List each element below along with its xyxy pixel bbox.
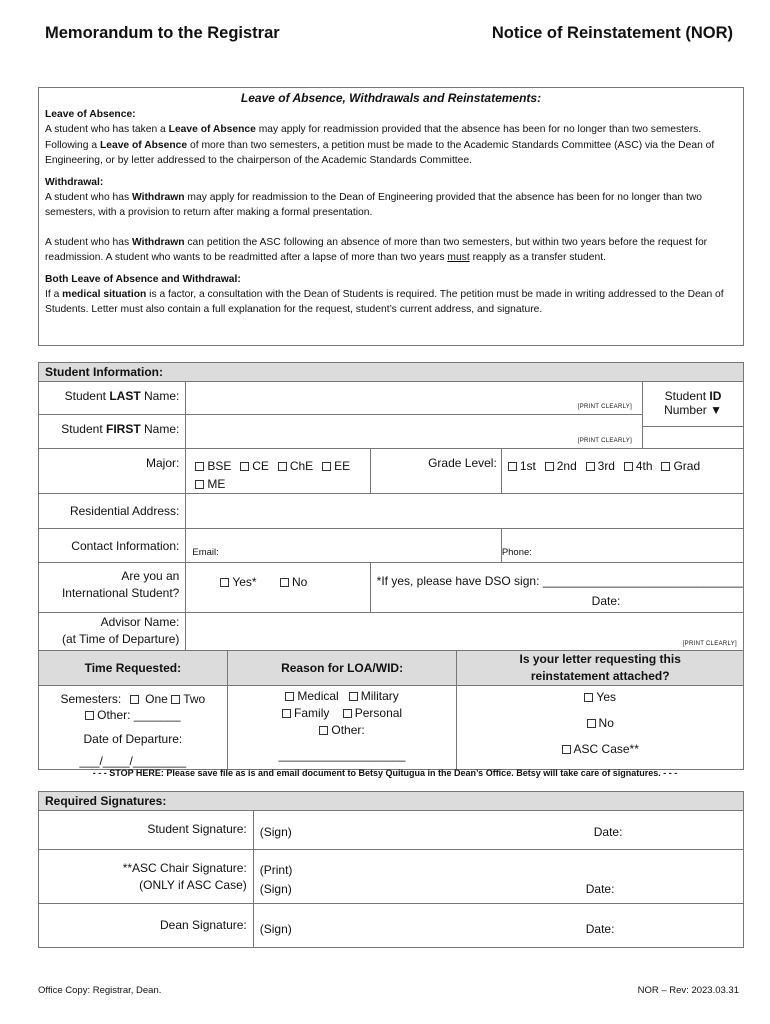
checkbox-icon[interactable] <box>280 578 289 587</box>
withdrawal-paragraph-2: A student who has Withdrawn can petition the ASC following an absence of more than two semesters, but within two years before the request for readmission. A student who wants to be readmitted after a lapse of more than two years must reapply as a transfer student. <box>45 236 708 264</box>
residential-address-field[interactable] <box>186 494 744 529</box>
reason-cell <box>227 686 457 770</box>
footer-office-copy: Office Copy: Registrar, Dean. <box>38 985 162 996</box>
checkbox-icon[interactable] <box>240 462 249 471</box>
email-label: Email: <box>192 547 219 558</box>
checkbox-icon[interactable] <box>285 692 294 701</box>
dean-signature-label: Dean Signature: <box>39 904 254 948</box>
time-requested-cell <box>39 686 228 770</box>
loa-paragraph: A student who has taken a Leave of Absence may apply for readmission provided that the absence has been for no longer than two semesters. Following a Leave of Absence of more than two semesters, a petition must be made to the Academic Standards Committee (ASC) via the Dean of Engineering, or by letter addressed to the chairperson of the Academic Standards Committee. <box>45 124 715 167</box>
checkbox-icon[interactable] <box>343 709 352 718</box>
international-options <box>186 563 370 613</box>
semesters-row: Semesters: One Two <box>60 692 206 706</box>
checkbox-icon[interactable] <box>195 480 204 489</box>
reason-header: Reason for LOA/WID: <box>227 651 457 686</box>
grade-level-label: Grade Level: <box>370 449 501 494</box>
phone-field[interactable] <box>501 529 743 563</box>
print-label: (Print) <box>259 863 293 877</box>
date-label: Date: <box>585 922 615 936</box>
last-name-field[interactable] <box>186 382 643 415</box>
sem-two-option[interactable]: Two <box>171 692 205 706</box>
major-option[interactable]: EE <box>322 459 350 473</box>
intl-yes-option[interactable]: Yes* <box>220 575 256 589</box>
checkbox-icon[interactable] <box>220 578 229 587</box>
sem-one-option[interactable]: One <box>128 692 168 706</box>
withdrawal-heading: Withdrawal: <box>45 176 104 188</box>
departure-date-field[interactable]: ___/____/________ <box>79 754 187 768</box>
checkbox-icon[interactable] <box>586 462 595 471</box>
letter-attached-cell <box>457 686 744 770</box>
dean-signature-field[interactable] <box>253 904 743 948</box>
reason-option[interactable]: Family <box>282 706 329 720</box>
form-title: Notice of Reinstatement (NOR) <box>491 24 733 42</box>
print-clearly-note: [PRINT CLEARLY] <box>577 438 633 444</box>
major-option[interactable]: CE <box>240 459 269 473</box>
sign-label: (Sign) <box>259 922 292 936</box>
both-paragraph: If a medical situation is a factor, a consultation with the Dean of Students is required. The petition must be made in writing addressed to the Dean of Students. Letter must also contain a full explanation for the request, student’s current address, and signature. <box>45 289 724 316</box>
advisor-label: Advisor Name: (at Time of Departure) <box>39 613 186 651</box>
first-name-label: Student FIRST Name: <box>39 415 186 449</box>
major-option[interactable]: BSE <box>195 459 231 473</box>
contact-info-label: Contact Information: <box>39 529 186 563</box>
checkbox-icon[interactable] <box>624 462 633 471</box>
major-option[interactable]: ChE <box>278 459 313 473</box>
reason-option[interactable]: Personal <box>343 706 402 720</box>
student-signature-label: Student Signature: <box>39 811 254 850</box>
withdrawal-paragraph-1: A student who has Withdrawn may apply for readmission to the Dean of Engineering provided that the absence has been for no longer than two semesters, with a provision to return after making a formal presentation. <box>45 192 703 219</box>
grade-option[interactable]: Grad <box>661 459 700 473</box>
checkbox-icon[interactable] <box>282 709 291 718</box>
checkbox-icon[interactable] <box>130 695 139 704</box>
student-signature-field[interactable] <box>253 811 743 850</box>
reason-other-option[interactable]: Other: <box>228 722 457 739</box>
grade-option[interactable]: 4th <box>624 459 653 473</box>
letter-attached-header: Is your letter requesting this reinstatement attached? <box>457 651 744 686</box>
asc-chair-signature-label: **ASC Chair Signature: (ONLY if ASC Case) <box>39 850 254 904</box>
reason-option[interactable]: Medical <box>285 689 338 703</box>
sem-other-option[interactable]: Other: _______ <box>39 707 227 723</box>
policy-title: Leave of Absence, Withdrawals and Reinstatements: <box>240 91 542 105</box>
sign-label: (Sign) <box>259 882 292 896</box>
date-label: Date: <box>593 825 623 839</box>
stop-here-note: - - - STOP HERE: Please save file as is and email document to Betsy Quitugua in the Dean’s Office. Betsy will take care of signatures. - - - <box>92 768 678 778</box>
grade-option[interactable]: 2nd <box>545 459 577 473</box>
sign-label: (Sign) <box>259 825 292 839</box>
international-label: Are you an International Student? <box>39 563 186 613</box>
advisor-field[interactable] <box>186 613 744 651</box>
print-clearly-note: [PRINT CLEARLY] <box>577 404 633 410</box>
asc-chair-signature-field[interactable] <box>253 850 743 904</box>
checkbox-icon[interactable] <box>278 462 287 471</box>
policy-box <box>38 87 744 346</box>
major-label: Major: <box>39 449 186 494</box>
checkbox-icon[interactable] <box>587 719 596 728</box>
checkbox-icon[interactable] <box>322 462 331 471</box>
departure-label: Date of Departure: <box>83 732 183 746</box>
dso-sign-text: *If yes, please have DSO sign: ______________________________ <box>376 574 743 588</box>
checkbox-icon[interactable] <box>85 711 94 720</box>
major-option[interactable]: ME <box>195 477 225 491</box>
signatures-table <box>38 791 744 948</box>
checkbox-icon[interactable] <box>171 695 180 704</box>
both-heading: Both Leave of Absence and Withdrawal: <box>45 273 241 285</box>
memo-title: Memorandum to the Registrar <box>45 24 280 42</box>
print-clearly-note: [PRINT CLEARLY] <box>682 641 737 647</box>
asc-case-option[interactable]: ASC Case** <box>457 740 743 758</box>
checkbox-icon[interactable] <box>545 462 554 471</box>
student-info-header: Student Information: <box>39 363 744 382</box>
time-requested-header: Time Requested: <box>39 651 228 686</box>
student-id-cell[interactable] <box>643 382 744 449</box>
checkbox-icon[interactable] <box>562 745 571 754</box>
reason-other-field[interactable]: ___________________ <box>278 748 406 762</box>
letter-no-option[interactable]: No <box>457 714 743 732</box>
signatures-header: Required Signatures: <box>39 792 744 811</box>
grade-options <box>501 449 743 494</box>
letter-yes-option[interactable]: Yes <box>457 688 743 706</box>
dso-sign-cell[interactable] <box>370 563 743 613</box>
intl-no-option[interactable]: No <box>280 575 307 589</box>
last-name-label: Student LAST Name: <box>39 382 186 415</box>
student-id-label: Student ID Number ▼ <box>643 382 743 427</box>
checkbox-icon[interactable] <box>508 462 517 471</box>
first-name-field[interactable] <box>186 415 643 449</box>
grade-option[interactable]: 3rd <box>586 459 615 473</box>
checkbox-icon[interactable] <box>195 462 204 471</box>
phone-label: Phone: <box>501 547 532 558</box>
grade-option[interactable]: 1st <box>508 459 536 473</box>
loa-heading: Leave of Absence: <box>45 109 136 120</box>
major-options <box>186 449 370 494</box>
checkbox-icon[interactable] <box>349 692 358 701</box>
email-field[interactable] <box>186 529 501 563</box>
dso-date-label: Date: <box>591 594 621 608</box>
checkbox-icon[interactable] <box>661 462 670 471</box>
checkbox-icon[interactable] <box>584 693 593 702</box>
footer-revision: NOR – Rev: 2023.03.31 <box>637 985 739 996</box>
reason-option[interactable]: Military <box>349 689 399 703</box>
student-info-table <box>38 362 744 770</box>
residential-address-label: Residential Address: <box>39 494 186 529</box>
checkbox-icon[interactable] <box>319 726 328 735</box>
date-label: Date: <box>585 882 615 896</box>
